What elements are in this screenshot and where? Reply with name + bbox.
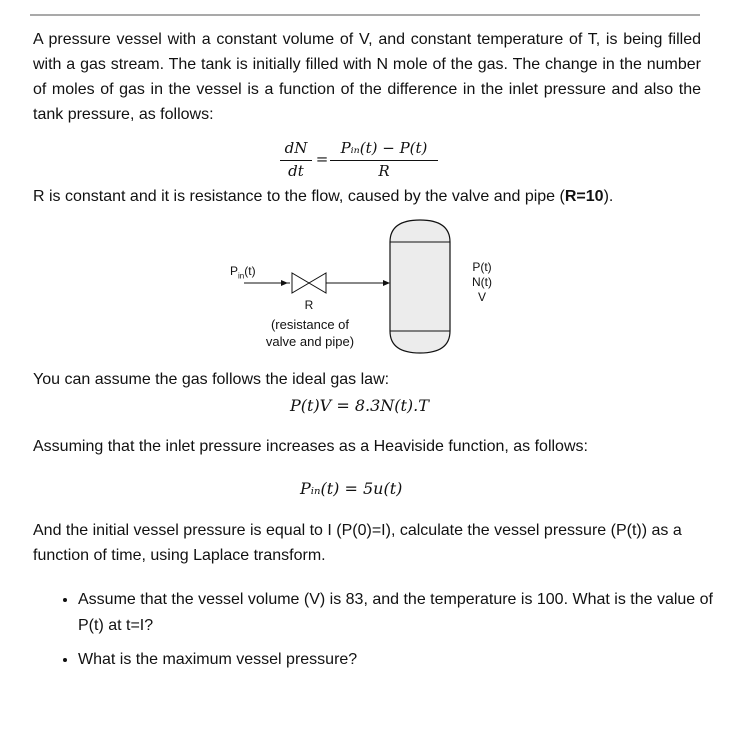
question-list xyxy=(50,587,738,681)
valve-description: (resistance of valve and pipe) xyxy=(265,317,355,349)
valve-right-wedge xyxy=(309,273,326,293)
ideal-gas-equation: P(t)V = 8.3N(t).T xyxy=(290,396,429,415)
vessel-arrow-icon xyxy=(383,280,390,286)
valve-left-wedge xyxy=(292,273,309,293)
inlet-pressure-label: $P_{in}(t)$ xyxy=(230,264,256,281)
resistance-note: R is constant and it is resistance to the flow, caused by the valve and pipe (R=10). xyxy=(33,188,614,205)
ideal-gas-intro: You can assume the gas follows the ideal gas law: xyxy=(33,371,390,388)
heaviside-equation: Pᵢₙ(t) = 5u(t) xyxy=(300,479,403,498)
eq1-lhs-numerator: dN xyxy=(284,139,308,157)
vessel-body xyxy=(390,220,450,353)
vessel-labels: P(t) N(t) V xyxy=(472,260,492,304)
valve-label: R xyxy=(304,298,314,312)
eq1-lhs-denominator: dt xyxy=(288,162,304,180)
resistance-value: R=10 xyxy=(564,188,604,205)
initial-condition-paragraph: And the initial vessel pressure is equal to I (P(0)=I), calculate the vessel pressure (P(t)) as a function of time, using Laplace transform. xyxy=(33,522,682,564)
eq1-equals: = xyxy=(315,150,329,168)
eq1-rhs-numerator: Pᵢₙ(t) − P(t) xyxy=(340,139,428,157)
intro-paragraph: A pressure vessel with a constant volume of V, and constant temperature of T, is being filled with a gas stream. The tank is initially filled with N mole of the gas. The change in the number of moles of gas in the vessel is a function of the difference in the inlet pressure and also the tank pressure, as follows: xyxy=(33,31,701,123)
question-item: • Assume that the vessel volume (V) is 83, and the temperature is 100. What is the value of P(t) at t=I? xyxy=(78,587,738,639)
inlet-arrow-icon xyxy=(281,280,288,286)
heaviside-intro: Assuming that the inlet pressure increases as a Heaviside function, as follows: xyxy=(33,438,588,455)
eq1-rhs-denominator: R xyxy=(378,162,390,180)
question-item: • What is the maximum vessel pressure? xyxy=(78,647,738,673)
